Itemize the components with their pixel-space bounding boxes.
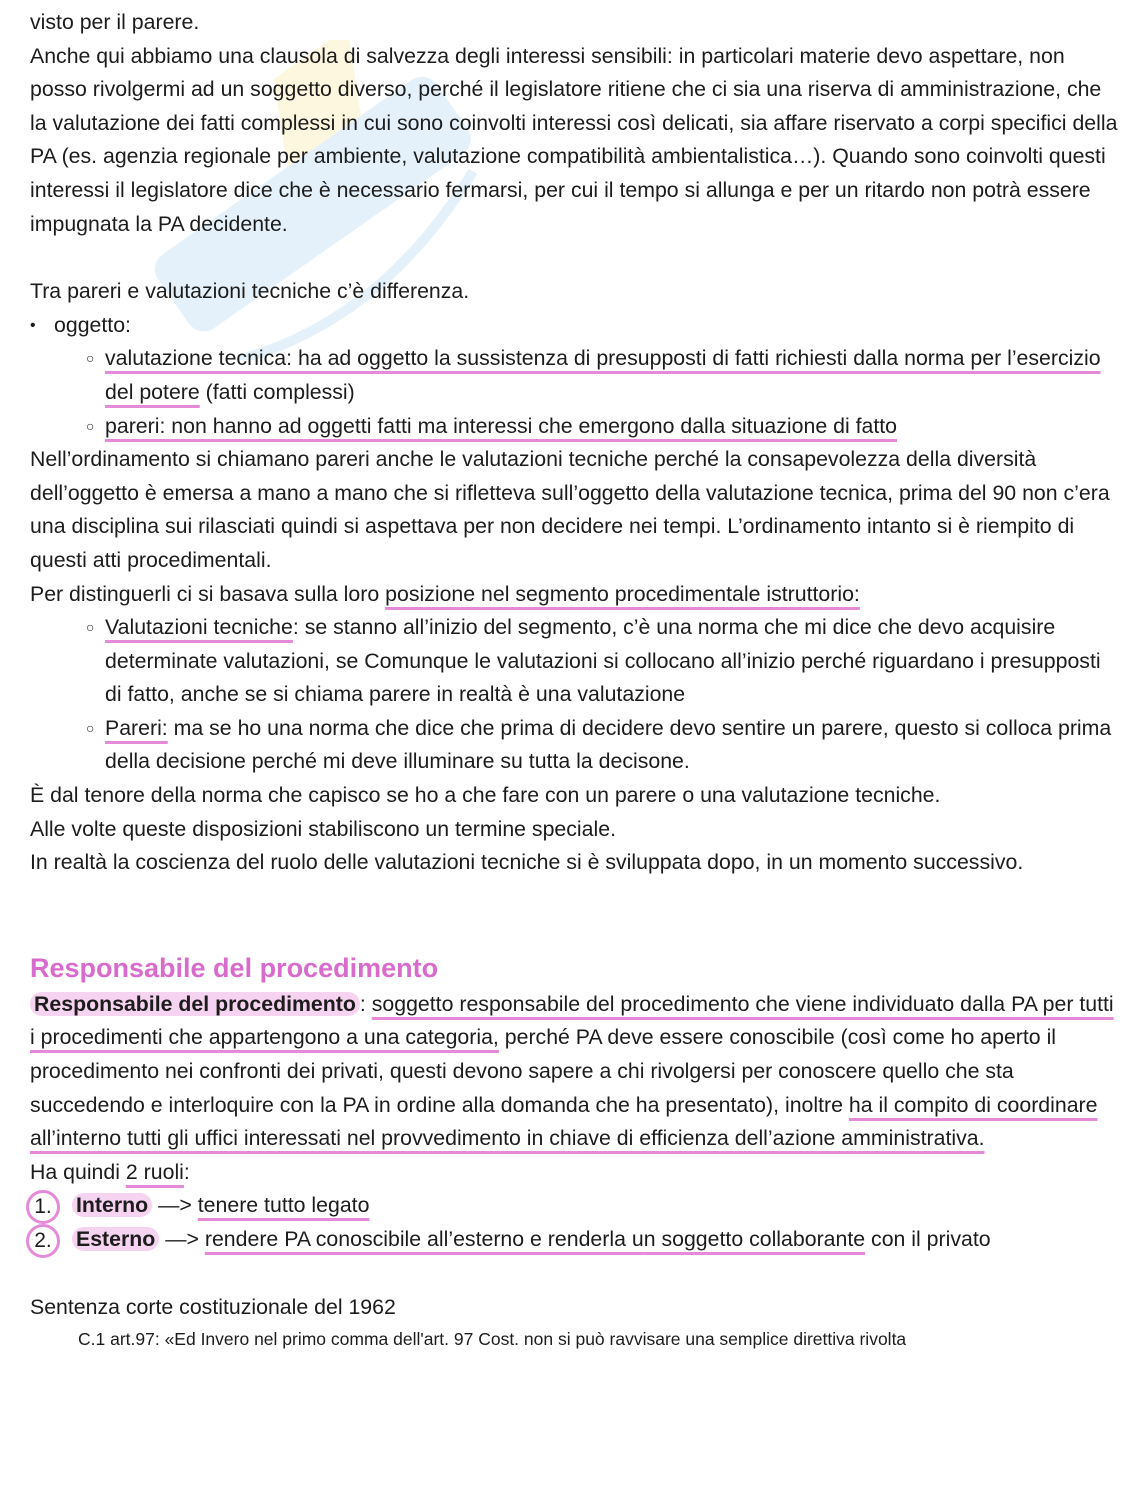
paragraph: Responsabile del procedimento : soggetto responsabile del procedimento che viene individuato dalla PA per tutti i procedimenti che appartengono a una categoria, perché PA deve essere conoscibile (così come ho aperto il procedimento nei confronti dei privati, questi devono sapere a chi rivolgersi per conoscere quello che sta succedendo e interloquire con la PA in ordine alla domanda che ha presentato), inoltre ha il compito di coordinare all’interno tutti gli uffici interessati nel provvedimento in chiave di efficienza dell’azione amministrativa. bbox=[30, 991, 1114, 1151]
sub-bullet-item: ○ valutazione tecnica: ha ad oggetto la sussistenza di presupposti di fatti richiesti dalla norma per l’esercizio del potere (fatti complessi) bbox=[30, 342, 1120, 409]
circle-bullet-icon: ○ bbox=[86, 719, 95, 736]
paragraph: visto per il parere. bbox=[30, 10, 200, 34]
paragraph: Nell’ordinamento si chiamano pareri anche le valutazioni tecniche perché la consapevolezza della diversità dell’oggetto è emersa a mano a mano che si rifletteva sull’oggetto della valutazione tecnica, prima del 90 non c’era una disciplina sui rilasciati quindi si aspettava per non decidere nei tempi. L’ordinamento intanto si è riempito di questi atti procedimentali. bbox=[30, 447, 1110, 572]
paragraph: Anche qui abbiamo una clausola di salvezza degli interessi sensibili: in particolari materie devo aspettare, non posso rivolgermi ad un soggetto diverso, perché il legislatore ritiene che ci sia una riserva di amministrazione, che la valutazione dei fatti complessi in cui sono coinvolti interessi così delicati, sia affare riservato a corpi specifici della PA (es. agenzia regionale per ambiente, valutazione compatibilità ambientalistica…). Quando sono coinvolti questi interessi il legislatore dice che è necessario fermarsi, per cui il tempo si allunga e per un ritardo non potrà essere impugnata la PA decidente. bbox=[30, 43, 1118, 236]
circle-bullet-icon: ○ bbox=[86, 350, 95, 367]
document-page bbox=[30, 6, 1120, 1354]
citation: C.1 art.97: «Ed Invero nel primo comma dell'art. 97 Cost. non si può ravvisare una semplice direttiva rivolta bbox=[78, 1329, 907, 1350]
circle-bullet-icon: ○ bbox=[86, 619, 95, 636]
circled-number: 1. bbox=[26, 1190, 60, 1224]
paragraph: Tra pareri e valutazioni tecniche c’è differenza. bbox=[30, 279, 470, 304]
sub-bullet-item: ○ pareri: non hanno ad oggetti fatti ma interessi che emergono dalla situazione di fatto bbox=[30, 410, 1120, 444]
sub-bullet-item: ○ Valutazioni tecniche: se stanno all’inizio del segmento, c’è una norma che mi dice che devo acquisire determinate valutazioni, se Comunque le valutazioni si collocano all’inizio perché riguardano i presupposti di fatto, anche se si chiama parere in realtà è una valutazione bbox=[30, 611, 1120, 712]
bullet-item: • oggetto: bbox=[30, 309, 1120, 343]
paragraph: Per distinguerli ci si basava sulla loro posizione nel segmento procedimentale istruttorio: bbox=[30, 581, 860, 606]
paragraph: Ha quindi 2 ruoli: bbox=[30, 1159, 190, 1184]
paragraph: Alle volte queste disposizioni stabiliscono un termine speciale. bbox=[30, 816, 616, 841]
numbered-item: 2. Esterno —> rendere PA conoscibile all’esterno e renderla un soggetto collaborante con il privato bbox=[30, 1223, 1120, 1257]
circle-bullet-icon: ○ bbox=[86, 417, 95, 434]
circled-number: 2. bbox=[26, 1224, 60, 1258]
paragraph: In realtà la coscienza del ruolo delle valutazioni tecniche si è sviluppata dopo, in un momento successivo. bbox=[30, 850, 1024, 875]
numbered-item: 1. Interno —> tenere tutto legato bbox=[30, 1189, 1120, 1223]
sub-bullet-item: ○ Pareri: ma se ho una norma che dice che prima di decidere devo sentire un parere, questo si colloca prima della decisione perché mi deve illuminare su tutta la decisone. bbox=[30, 712, 1120, 779]
section-heading: Responsabile del procedimento bbox=[30, 952, 439, 983]
paragraph: Sentenza corte costituzionale del 1962 bbox=[30, 1294, 396, 1319]
paragraph: È dal tenore della norma che capisco se ho a che fare con un parere o una valutazione tecniche. bbox=[30, 783, 941, 808]
